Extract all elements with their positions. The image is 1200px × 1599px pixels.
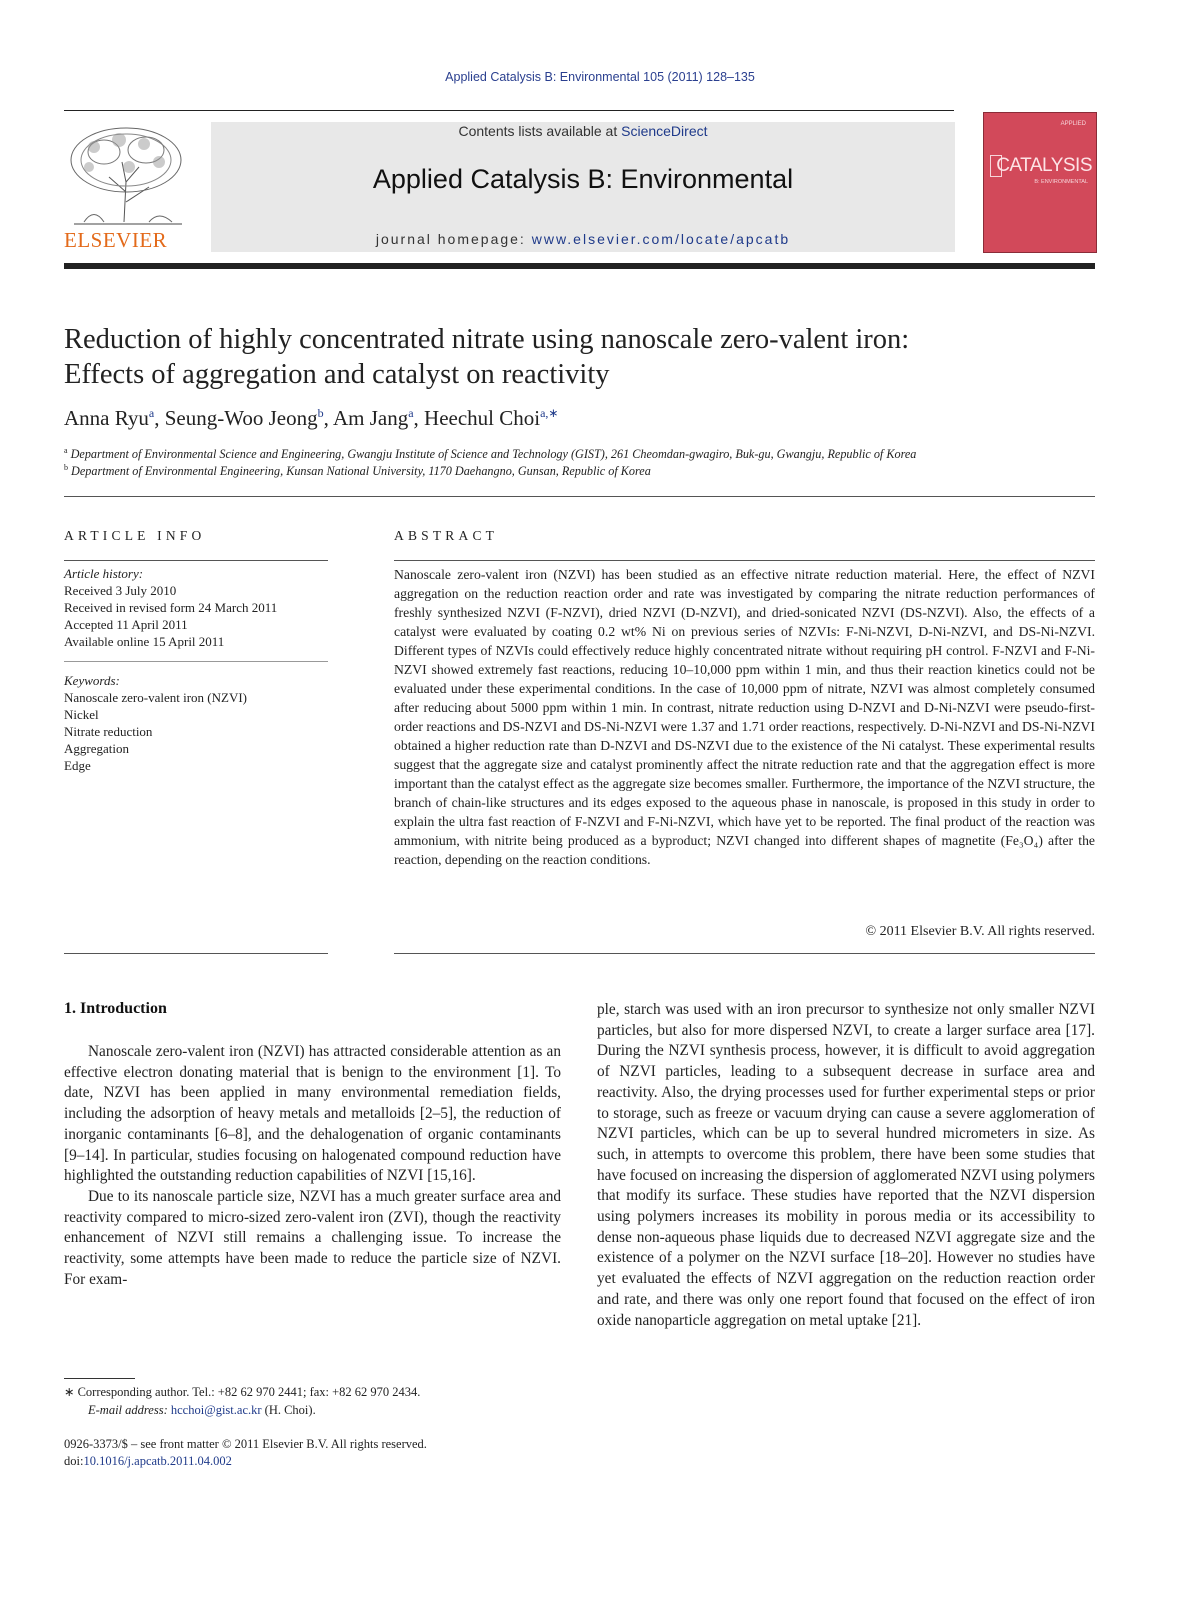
author-affiliation-mark[interactable]: a xyxy=(148,406,155,420)
abstract-rule xyxy=(394,560,1095,561)
email-link[interactable]: hcchoi@gist.ac.kr xyxy=(170,1403,262,1417)
author-name: Am Jang xyxy=(332,406,409,430)
affiliation-text: Department of Environmental Science and Engineering, Gwangju Institute of Science and Technology (GIST), 261 Cheomdan-gwagiro, Buk-gu, Gwangju, Republic of Korea xyxy=(70,447,917,462)
homepage-link[interactable]: www.elsevier.com/locate/apcatb xyxy=(531,231,791,247)
issn-line: 0926-3373/$ – see front matter © 2011 Elsevier B.V. All rights reserved. xyxy=(64,1437,427,1451)
author-name: Anna Ryu xyxy=(64,406,149,430)
doi-link[interactable]: 10.1016/j.apcatb.2011.04.002 xyxy=(83,1454,232,1468)
article-info-rule xyxy=(64,560,328,561)
email-suffix: (H. Choi). xyxy=(261,1403,316,1417)
affiliation-mark: a xyxy=(64,446,68,455)
keywords-block xyxy=(64,672,328,774)
journal-title: Applied Catalysis B: Environmental xyxy=(372,164,794,194)
intro-paragraph-1: Nanoscale zero-valent iron (NZVI) has attracted considerable attention as an effective electron donating material that is benign to the environment [1]. To date, NZVI has been applied in many environmental remediation fields, including the adsorption of heavy metals and metalloids [2–5], the reduction of inorganic contaminants [6–8], and the dehalogenation of organic contaminants [9–14]. In particular, studies focusing on halogenated compound reduction have highlighted the outstanding reduction capabilities of NZVI [15,16]. xyxy=(64,1043,561,1185)
corresponding-author-text: ∗ Corresponding author. Tel.: +82 62 970 2441; fax: +82 62 970 2434. xyxy=(64,1385,421,1399)
journal-cover-thumbnail[interactable] xyxy=(983,112,1097,253)
affiliation-b xyxy=(64,463,1104,479)
footnote-rule xyxy=(64,1378,135,1379)
keyword-item: Edge xyxy=(64,758,91,773)
author-affiliation-mark[interactable]: a xyxy=(408,406,414,420)
affiliation-text: Department of Environmental Engineering, Kunsan National University, 1170 Daehangno, Gunsan, Republic of Korea xyxy=(71,464,651,479)
header-thick-rule xyxy=(64,263,1095,269)
author-affiliation-mark[interactable]: b xyxy=(317,406,324,420)
intro-paragraph-2: Due to its nanoscale particle size, NZVI has a much greater surface area and reactivity compared to micro-sized zero-valent iron (ZVI), though the reactivity enhancement of NZVI still remains a challenging issue. To increase the reactivity, some attempts have been made to reduce the particle size of NZVI. For exam- xyxy=(64,1187,561,1288)
history-item: Accepted 11 April 2011 xyxy=(64,617,188,632)
keyword-item: Nanoscale zero-valent iron (NZVI) xyxy=(64,690,247,705)
cover-subtitle: B: ENVIRONMENTAL xyxy=(1034,179,1088,185)
corresponding-author-footnote xyxy=(64,1383,564,1419)
author-name: Heechul Choi xyxy=(424,406,541,430)
history-label: Article history: xyxy=(64,566,144,581)
homepage-prefix: journal homepage: xyxy=(375,231,532,247)
article-title xyxy=(64,322,1104,392)
contents-line xyxy=(211,123,955,139)
history-item: Available online 15 April 2011 xyxy=(64,634,225,649)
keyword-item: Aggregation xyxy=(64,741,129,756)
abstract-copyright: © 2011 Elsevier B.V. All rights reserved. xyxy=(865,924,1095,939)
contents-prefix: Contents lists available at xyxy=(458,123,622,139)
author-name: Seung-Woo Jeong xyxy=(164,406,318,430)
abstract-bottom-rule xyxy=(394,953,1095,954)
sciencedirect-link[interactable]: ScienceDirect xyxy=(621,123,708,139)
page-footer xyxy=(64,1436,584,1470)
history-item: Received 3 July 2010 xyxy=(64,583,177,598)
running-head[interactable]: Applied Catalysis B: Environmental 105 (2011) 128–135 xyxy=(445,70,755,84)
intro-left-column xyxy=(64,1042,561,1290)
keywords-label: Keywords: xyxy=(64,673,120,688)
article-info-heading: ARTICLE INFO xyxy=(64,528,206,543)
doi-prefix: doi: xyxy=(64,1454,84,1468)
keyword-item: Nitrate reduction xyxy=(64,724,153,739)
article-title-line-2: Effects of aggregation and catalyst on reactivity xyxy=(64,359,610,390)
history-item: Received in revised form 24 March 2011 xyxy=(64,600,278,615)
intro-paragraph-2-continued: ple, starch was used with an iron precursor to synthesize not only smaller NZVI particles, but also for more dispersed NZVI, to create a larger surface area [17]. During the NZVI synthesis process, however, it is difficult to avoid aggregation of NZVI particles, leading to a subsequent decrease in surface area and reactivity. Also, the drying processes used for further experimental steps or prior to storage, such as freeze or vacuum drying can cause a severe agglomeration of NZVI particles, which can be up to several hundred micrometers in size. As such, in attempts to overcome this problem, there have been some studies that have focused on increasing the dispersion of agglomerated NZVI using polymers that modify its surface. These studies have reported that the NZVI dispersion using polymers increases its mobility in porous media or its accessibility to dense non-aqueous phase liquids due to decreased NZVI aggregate size and the existence of a polymer on the NZVI surface [18–20]. However no studies have yet evaluated the effects of NZVI aggregation on the reduction reaction order and rate, and there was only one report found that focused on the effect of iron oxide nanoparticle aggregation on metal uptake [21]. xyxy=(597,1001,1095,1329)
keyword-item: Nickel xyxy=(64,707,99,722)
keywords-rule xyxy=(64,661,328,662)
abstract-text: Nanoscale zero-valent iron (NZVI) has been studied as an effective nitrate reduction material. Here, the effect of NZVI aggregation on the reduction reaction order and rate was investigated by comparing the nitrate reduction performances of freshly synthesized NZVI (F-NZVI), dried NZVI (D-NZVI), and dried-sonicated NZVI (DS-NZVI). Also, the effects of a catalyst were evaluated by coating 0.2 wt% Ni on previous series of NZVIs: F-Ni-NZVI, D-Ni-NZVI, and DS-Ni-NZVI. Different types of NZVIs could effectively reduce highly concentrated nitrate without requiring pH control. F-NZVI and F-Ni-NZVI showed extremely fast reactions, reducing 10–10,000 ppm within 1 min, and thus their reaction kinetics could not be evaluated under these experimental conditions. In the case of 10,000 ppm of nitrate, NZVI was almost completely consumed after reducing about 5000 ppm within 1 min. In contrast, nitrate reduction using D-NZVI and D-Ni-NZVI were pseudo-first-order reactions and DS-NZVI and DS-Ni-NZVI were 1.37 and 1.71 order reactions, respectively. D-Ni-NZVI and DS-Ni-NZVI obtained a higher reduction rate than D-NZVI and DS-NZVI due to the existence of the Ni catalyst. These experimental results suggest that the aggregate size and catalyst prominently affect the nitrate reduction rate and that the aggregation effect is more important than the catalyst effect as the aggregate size becomes smaller. Furthermore, the importance of the NZVI structure, the branch of chain-like structures and its edges exposed to the aqueous phase in nanoscale, is proposed in this study in order to explain the ultra fast reaction of F-NZVI and F-Ni-NZVI, which have yet to be reported. The final product of the reaction was ammonium, with nitrite being produced as a byproduct; NZVI changed into different shapes of magnetite (Fe₃O₄) after the reaction, depending on the reaction conditions. xyxy=(394,567,1095,867)
article-title-line-1: Reduction of highly concentrated nitrate using nanoscale zero-valent iron: xyxy=(64,324,910,355)
article-history xyxy=(64,565,328,650)
cover-top-text: APPLIED xyxy=(1060,121,1086,127)
affiliation-mark: b xyxy=(64,463,68,472)
author-list: Anna Ryu$^a$, Seung-Woo Jeong$^b$, Am Jang$^a$, Heechul Choi$^{a,∗}$ xyxy=(64,406,559,430)
introduction-heading: 1. Introduction xyxy=(64,1000,167,1017)
journal-homepage xyxy=(211,231,955,247)
email-label: E-mail address: xyxy=(88,1403,168,1417)
elsevier-wordmark: ELSEVIER xyxy=(64,228,168,252)
cover-title: CATALYSIS xyxy=(996,155,1092,176)
article-info-bottom-rule xyxy=(64,953,328,954)
affiliation-a xyxy=(64,446,1104,462)
top-rule xyxy=(64,110,954,111)
affiliation-divider xyxy=(64,496,1095,497)
abstract-heading: ABSTRACT xyxy=(394,528,499,543)
author-affiliation-mark[interactable]: a,∗ xyxy=(540,406,559,420)
intro-right-column xyxy=(597,1000,1095,1331)
